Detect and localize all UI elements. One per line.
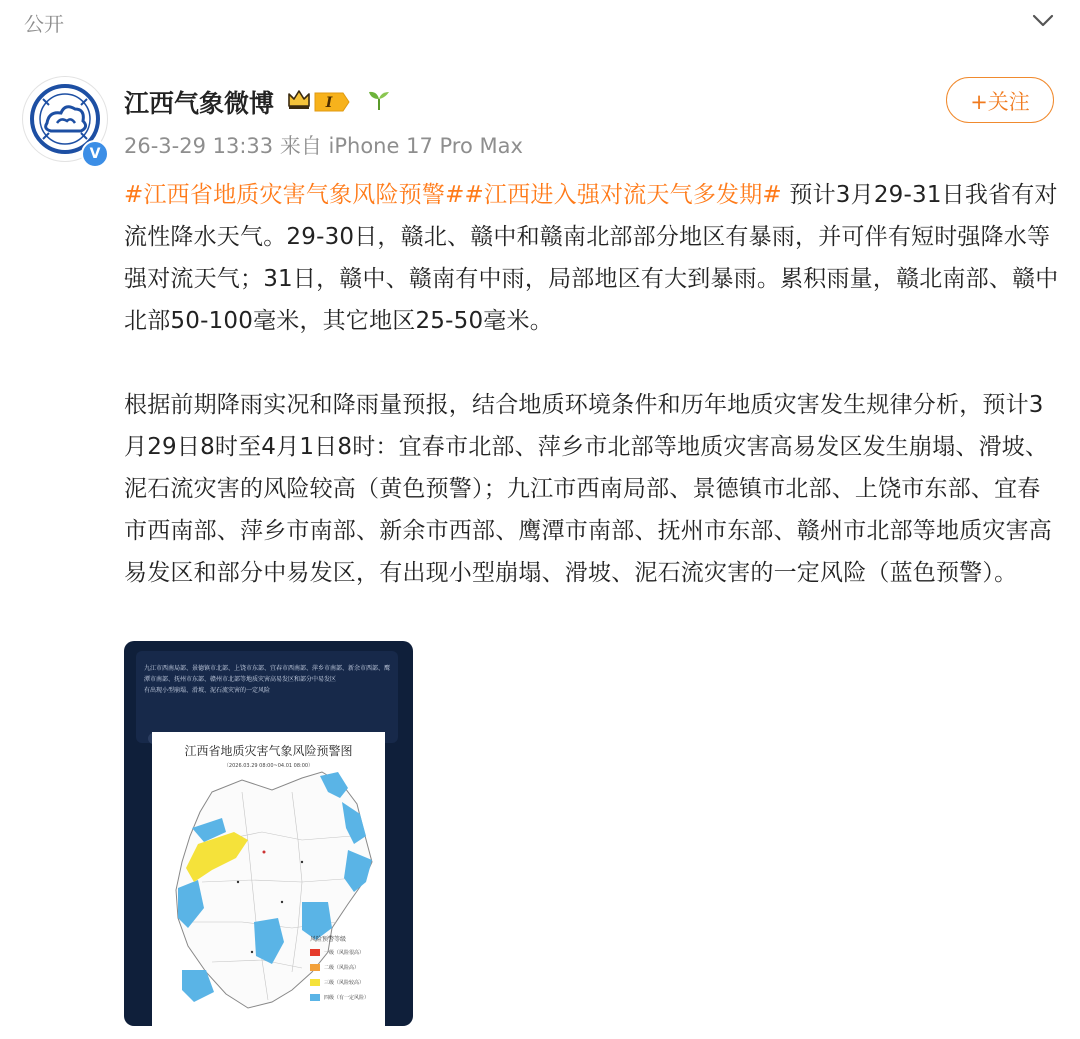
legend-swatch [310,949,320,956]
legend-item [310,964,380,976]
legend-item [310,949,380,961]
legend-item [310,994,380,1006]
member-level-text: I [325,95,333,111]
image-header-text [144,663,394,696]
legend-swatch [310,979,320,986]
chevron-down-icon[interactable] [1030,10,1056,32]
legend-swatch [310,964,320,971]
image-header-line: 九江市西南局部、景德镇市北部、上饶市东部、宜春市西南部、萍乡市南部、新余市西部、鹰潭市南部、抚州市东部、赣州市北部等地质灾害高易发区和部分中易发区 [144,665,391,683]
visibility-label: 公开 [24,12,64,36]
member-level-badge[interactable] [313,90,351,114]
post-paragraph-1 [124,174,1060,342]
sprout-icon [365,86,393,114]
post-meta [124,130,523,160]
post-content [124,174,1060,594]
post-image[interactable] [124,641,413,1026]
legend-label: 四级（有一定风险） [324,995,370,1001]
legend-title: 风险预警等级 [310,936,347,943]
crown-icon [286,86,312,112]
hashtag-link[interactable]: #江西进入强对流天气多发期# [464,182,782,208]
post-timestamp: 26-3-29 13:33 [124,134,274,158]
map-title: 江西省地质灾害气象风险预警图 [184,744,353,758]
username[interactable]: 江西气象微博 [124,89,275,118]
image-header-card [136,651,398,743]
map-subtitle: （2026.03.29 08:00~04.01 08:00） [223,763,314,769]
post-source: 来自 iPhone 17 Pro Max [279,134,523,158]
legend-label: 二级（风险高） [324,965,360,971]
visibility-bar [0,0,1080,44]
hashtag-link[interactable]: #江西省地质灾害气象风险预警# [124,182,465,208]
image-header-line: 有出现小型崩塌、滑坡、泥石流灾害的一定风险 [144,687,271,694]
legend-label: 三级（风险较高） [324,980,365,986]
map-legend [310,934,380,1009]
follow-button[interactable]: +关注 [946,77,1054,123]
post-paragraph-2: 根据前期降雨实况和降雨量预报，结合地质环境条件和历年地质灾害发生规律分析，预计3月29日8时至4月1日8时：宜春市北部、萍乡市北部等地质灾害高易发区发生崩塌、滑坡、泥石流灾害的风险较高（黄色预警）；九江市西南局部、景德镇市北部、上饶市东部、宜春市西南部、萍乡市南部、新余市西部、鹰潭市南部、抚州市东部、赣州市北部等地质灾害高易发区和部分中易发区，有出现小型崩塌、滑坡、泥石流灾害的一定风险（蓝色预警）。 [124,392,1052,586]
legend-item [310,979,380,991]
legend-label: 一级（风险很高） [324,950,365,956]
risk-map-card [152,732,385,1026]
legend-swatch [310,994,320,1001]
verified-badge-icon: V [81,140,109,168]
post-text: 预计3月29-31日我省有对流性降水天气。29-30日，赣北、赣中和赣南北部部分地区有暴雨，并可伴有短时强降水等强对流天气；31日，赣中、赣南有中雨，局部地区有大到暴雨。累积雨量，赣北南部、赣中北部50-100毫米，其它地区25-50毫米。 [124,182,1059,334]
